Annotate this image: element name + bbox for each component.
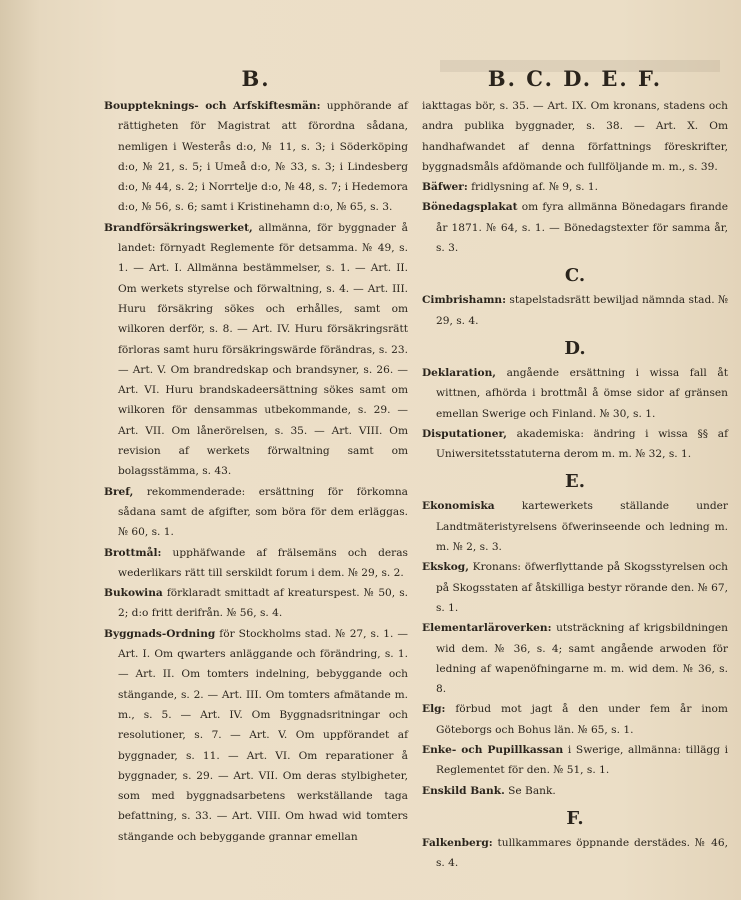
section-heading-f: F. (566, 807, 584, 829)
index-term: Brottmål: (104, 546, 162, 559)
index-term: Ekonomiska (422, 500, 495, 513)
left-column (104, 66, 408, 847)
index-text: kartewerkets ställande under Landtmäteristyrelsens öfwerinseende och ledning m. m. № 2, s. 3. (436, 500, 728, 554)
index-text: förbud mot jagt å den under fem år inom Göteborgs och Bohus län. № 65, s. 1. (436, 703, 728, 736)
index-entry (104, 543, 408, 584)
index-term: Elementarläroverken: (422, 622, 552, 635)
left-column-heading: B. (241, 66, 271, 91)
index-entry (422, 496, 728, 557)
index-entry (104, 583, 408, 624)
index-term: Bref, (104, 485, 134, 498)
index-text: upphörande af rättigheten för Magistrat att förordna sådana, nemligen i Westerås d:o, № 11, s. 3; i Söderköping d:o, № 21, s. 5; i Umeå d:o, № 33, s. 3; i Lindesberg d:o, № 44, s. 2; i Norrtelje d:o, № 48, s. 7; i Hedemora d:o, № 56, s. 6; samt i Kristinehamn d:o, № 65, s. 3. (118, 100, 408, 214)
index-term: Bönedagsplakat (422, 201, 518, 214)
index-entry (422, 424, 728, 465)
index-term: Falkenberg: (422, 836, 493, 849)
index-term: Bukowina (104, 587, 163, 600)
index-entry (104, 624, 408, 847)
index-entry (422, 618, 728, 699)
index-term: Cimbrishamn: (422, 294, 507, 307)
index-text: om fyra allmänna Bönedagars firande år 1871. № 64, s. 1. — Bönedagstexter för samma år, s. 3. (436, 201, 728, 255)
index-entry (422, 699, 728, 740)
section-heading-d: D. (564, 337, 586, 359)
continuation-text: iakttagas bör, s. 35. — Art. IX. Om kronans, stadens och andra publika byggnader, s. 38. — Art. X. Om handhafwandet af denna författnings föreskrifter, byggnadsmåls afdömande och fullföljande m. m., s. 39. (422, 100, 728, 173)
index-text: för Stockholms stad. № 27, s. 1. — Art. I. Om qwarters anläggande och förändring, s. 1. — Art. II. Om tomters indelning, bebyggande och stängande, s. 2. — Art. III. Om tomters afmätande m. m., s. 5. — Art. IV. Om Byggnadsritningar och resolutioner, s. 7. — Art. V. Om uppförandet af byggnader, s. 11. — Art. VI. Om reparationer å byggnader, s. 29. — Art. VII. Om deras stylbigheter, som med byggnadsarbetens werkställande taga befattning, s. 33. — Art. VIII. Om hwad wid tomters stängande och bebyggande grannar emellan (118, 627, 408, 843)
index-term: Brandförsäkringswerket, (104, 221, 253, 234)
index-term: Deklaration, (422, 366, 496, 379)
index-text: i Swerige, allmänna: tillägg i Reglementet för den. № 51, s. 1. (436, 744, 729, 777)
index-text: förklaradt smittadt af kreaturspest. № 50, s. 2; d:o fritt derifrån. № 56, s. 4. (118, 587, 408, 620)
index-entry (422, 833, 728, 874)
index-entry (422, 177, 728, 197)
index-text: Se Bank. (508, 784, 556, 797)
section-heading-c: C. (564, 265, 586, 287)
index-text: tullkammares öppnande derstädes. № 46, s. 4. (436, 836, 728, 870)
index-text: akademiska: ändring i wissa §§ af Uniwersitetsstatuterna derom m. m. № 32, s. 1. (436, 427, 728, 461)
index-entry (422, 197, 728, 258)
index-entry (104, 96, 408, 218)
index-entry (422, 557, 728, 618)
index-entry (422, 290, 728, 331)
index-text: Kronans: öfwerflyttande på Skogsstyrelsen och på Skogsstaten af åtskilliga bestyr rörande den. № 67, s. 1. (436, 561, 728, 614)
index-term: Byggnads-Ordning (104, 627, 216, 640)
right-column (422, 66, 728, 874)
index-text: stapelstadsrätt bewiljad nämnda stad. № 29, s. 4. (436, 294, 729, 327)
index-term: Enskild Bank. (422, 784, 505, 797)
index-text: allmänna, för byggnader å landet: förnyadt Reglemente för detsamma. № 49, s. 1. — Art. I. Allmänna bestämmelser, s. 1. — Art. II. Om werkets styrelse och förwaltning, s. 4. — Art. III. Huru försäkring sökes och erhålles, samt om wilkoren derför, s. 8. — Art. IV. Huru försäkringsrätt förloras samt huru försäkringswärde förändras, s. 23. — Art. V. Om brandredskap och brandsyner, s. 26. — Art. VI. Huru brandskadeersättning sökes samt om wilkoren för densammas utbekommande, s. 29. — Art. VII. Om lånerörelsen, s. 35. — Art. VIII. Om revision af werkets förwaltning samt om bolagsstämma, s. 43. (118, 221, 408, 478)
index-text: angående ersättning i wissa fall åt wittnen, afhörda i brottmål å ömse sidor af gränsen emellan Swerige och Finland. № 30, s. 1. (436, 366, 728, 420)
index-entry (104, 218, 408, 482)
index-term: Enke- och Pupillkassan (422, 744, 564, 757)
index-entry (104, 482, 408, 543)
index-text: utsträckning af krigsbildningen wid dem. № 36, s. 4; samt angående arwoden för ledning af wapenöfningarne m. m. wid dem. № 36, s. 8. (436, 622, 728, 696)
index-entry (422, 363, 728, 424)
index-text: fridlysning af. № 9, s. 1. (471, 181, 598, 194)
right-column-heading: B. C. D. E. F. (487, 66, 663, 91)
index-term: Elg: (422, 703, 446, 716)
index-term: Bouppteknings- och Arfskiftesmän: (104, 100, 321, 112)
index-term: Disputationer, (422, 427, 507, 440)
section-heading-e: E. (565, 471, 585, 493)
index-text: rekommenderade: ersättning för förkomna sådana samt de afgifter, som böra för dem erläggas. № 60, s. 1. (118, 485, 409, 539)
index-term: Bäfwer: (422, 181, 468, 194)
index-text: upphäfwande af frälsemäns och deras wederlikars rätt till serskildt forum i dem. № 29, s. 2. (118, 546, 408, 579)
index-entry (422, 781, 728, 801)
index-entry (422, 740, 728, 781)
index-term: Ekskog, (422, 561, 469, 574)
